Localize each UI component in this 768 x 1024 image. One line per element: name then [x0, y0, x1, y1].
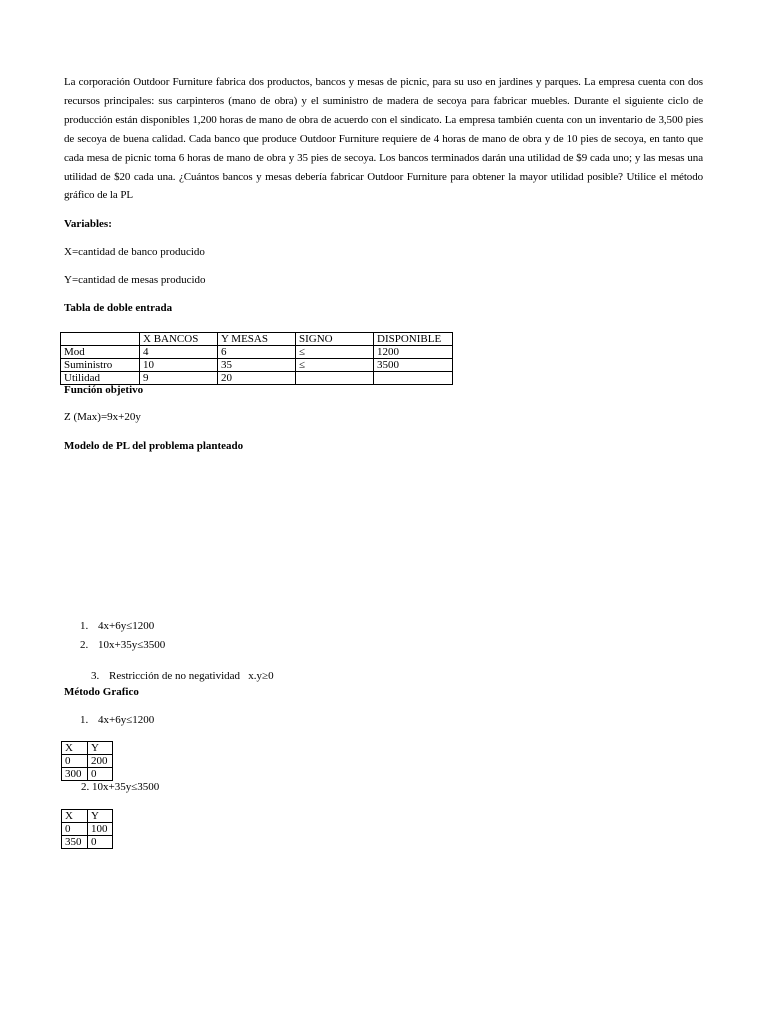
table-cell: 0 — [62, 755, 88, 768]
constraint-item — [80, 620, 154, 632]
table-cell: 0 — [88, 768, 113, 781]
table-header-row — [62, 810, 113, 823]
table-cell: ≤ — [296, 359, 374, 372]
table-cell: 20 — [218, 372, 296, 385]
table-header-cell: X — [62, 742, 88, 755]
model-heading: Modelo de PL del problema planteado — [64, 440, 244, 452]
table-header-cell: SIGNO — [296, 333, 374, 346]
method-item-2: 2. 10x+35y≤3500 — [81, 781, 160, 793]
double-entry-table — [60, 332, 453, 385]
table-header-row — [62, 742, 113, 755]
method-item — [80, 714, 154, 726]
constraint-text: 4x+6y≤1200 — [98, 620, 155, 632]
points-table-1 — [61, 741, 113, 781]
table-cell: Utilidad — [61, 372, 140, 385]
table-cell: 10 — [140, 359, 218, 372]
table-header-cell: Y MESAS — [218, 333, 296, 346]
table-cell: Mod — [61, 346, 140, 359]
table-row — [62, 823, 113, 836]
variable-x-definition: X=cantidad de banco producido — [64, 246, 205, 258]
table-cell — [374, 372, 453, 385]
table-header-cell: DISPONIBLE — [374, 333, 453, 346]
graphic-method-heading: Método Grafico — [64, 686, 139, 698]
constraint-text: Restricción de no negatividad x.y≥0 — [109, 670, 274, 682]
table-cell: 300 — [62, 768, 88, 781]
table-row — [61, 346, 453, 359]
list-number: 1. — [80, 714, 89, 726]
table-cell: 6 — [218, 346, 296, 359]
table-cell: ≤ — [296, 346, 374, 359]
variables-heading: Variables: — [64, 218, 112, 230]
table-row — [62, 836, 113, 849]
table-cell: 4 — [140, 346, 218, 359]
list-number: 2. — [80, 639, 89, 651]
table-cell: 9 — [140, 372, 218, 385]
table-header-cell — [61, 333, 140, 346]
variable-y-definition: Y=cantidad de mesas producido — [64, 274, 206, 286]
table-heading: Tabla de doble entrada — [64, 302, 173, 314]
table-cell: 3500 — [374, 359, 453, 372]
list-number: 3. — [91, 670, 100, 682]
table-cell — [296, 372, 374, 385]
table-cell: 0 — [62, 823, 88, 836]
table-cell: 1200 — [374, 346, 453, 359]
points-table-2 — [61, 809, 113, 849]
table-header-row — [61, 333, 453, 346]
table-header-cell: Y — [88, 742, 113, 755]
constraint-text: 10x+35y≤3500 — [98, 639, 166, 651]
table-cell: Suministro — [61, 359, 140, 372]
table-row — [61, 372, 453, 385]
table-row — [62, 768, 113, 781]
objective-heading: Función objetivo — [64, 384, 144, 396]
table-cell: 200 — [88, 755, 113, 768]
list-number: 1. — [80, 620, 89, 632]
problem-statement: La corporación Outdoor Furniture fabrica dos productos, bancos y mesas de picnic, para su uso en jardines y parques. La empresa cuenta con dos recursos principales: sus carpinteros (mano de obra) y el suministro de madera de secoya para fabricar muebles. Durante el siguiente ciclo de producción están disponibles 1,200 horas de mano de obra de acuerdo con el sindicato. La empresa también cuenta con un inventario de 3,500 pies de secoya de buena calidad. Cada banco que produce Outdoor Furniture requiere de 4 horas de mano de obra y de 10 pies de secoya, en tanto que cada mesa de picnic toma 6 horas de mano de obra y 35 pies de secoya. Los bancos terminados darán una utilidad de $9 cada uno; y las mesas una utilidad de $20 cada una. ¿Cuántos bancos y mesas debería fabricar Outdoor Furniture para obtener la mayor utilidad posible? Utilice el método gráfico de la PL — [64, 76, 703, 202]
table-cell: 350 — [62, 836, 88, 849]
table-cell: 100 — [88, 823, 113, 836]
table-header-cell: X BANCOS — [140, 333, 218, 346]
table-cell: 0 — [88, 836, 113, 849]
method-item-text: 4x+6y≤1200 — [98, 714, 155, 726]
table-header-cell: X — [62, 810, 88, 823]
constraint-item — [80, 639, 165, 651]
table-header-cell: Y — [88, 810, 113, 823]
table-cell: 35 — [218, 359, 296, 372]
table-row — [62, 755, 113, 768]
objective-formula: Z (Max)=9x+20y — [64, 411, 141, 423]
table-row — [61, 359, 453, 372]
